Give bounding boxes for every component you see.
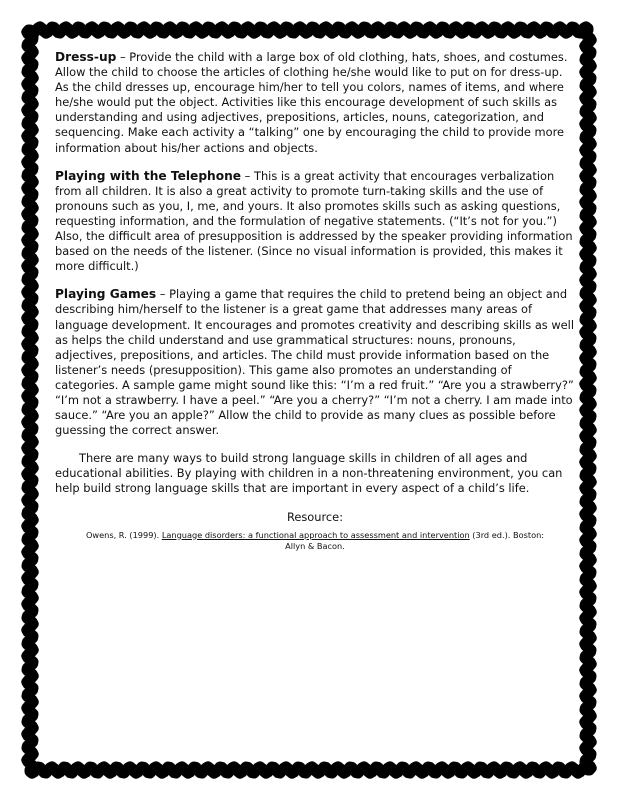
section-text: – This is a great activity that encourages verbalization from all children. It is also a great activity to promote turn-taking skills and the use of pronouns such as you, I, me, and yours. It also promotes skills such as asking questions, requesting information, and the formulation of negative statements. (“It’s not for you.”) Also, the difficult area of presupposition is addressed by the speaker providing information based on the needs of the listener. (Since no visual information is provided, this makes it more difficult.) <box>55 168 573 274</box>
section-text: – Provide the child with a large box of old clothing, hats, shoes, and costumes. Allow the child to choose the articles of clothing he/she would like to put on for dress-up. As the child dresses up, encourage him/her to tell you colors, names of items, and where he/she would put the object. Activities like this encourage development of such skills as understanding and using adjectives, prepositions, articles, nouns, categorization, and sequencing. Make each activity a “talking” one by encouraging the child to provide more information about his/her actions and objects. <box>55 50 568 155</box>
section-dress-up <box>55 50 575 156</box>
section-playing-with-telephone <box>55 169 575 275</box>
citation-author: Owens, R. (1999). <box>85 529 162 540</box>
resource-heading: Resource: <box>286 509 344 524</box>
section-playing-games <box>55 287 575 438</box>
section-heading: Dress-up <box>55 50 117 64</box>
citation-book-title: Language disorders: a functional approach to assessment and intervention <box>161 529 470 540</box>
citation-details: (3rd ed.). Boston: Allyn & Bacon. <box>285 529 545 552</box>
section-heading: Playing with the Telephone <box>55 168 242 183</box>
section-text: – Playing a game that requires the child to pretend being an object and describing him/herself to the listener is a great game that addresses many areas of language development. It encourages and promotes creativity and describing skills as well as helps the child understand and use grammatical structures: nouns, pronouns, adjectives, prepositions, and articles. The child must provide information based on the listener’s needs (presupposition). This game also promotes an understanding of categories. A sample game might sound like this: “I’m a red fruit.” “Are you a strawberry?” “I’m not a strawberry. I have a peel.” “Are you a cherry?” “I’m not a cherry. I am made into sauce.” “Are you an apple?” Allow the child to provide as many clues as possible before guessing the correct answer. <box>55 287 575 438</box>
section-heading: Playing Games <box>55 287 157 302</box>
citation <box>85 530 545 553</box>
closing-paragraph: There are many ways to build strong language skills in children of all ages and educational abilities. By playing with children in a non-threatening environment, you can help build strong language skills that are important in every aspect of a child’s life. <box>55 451 563 496</box>
document-body <box>55 50 575 553</box>
